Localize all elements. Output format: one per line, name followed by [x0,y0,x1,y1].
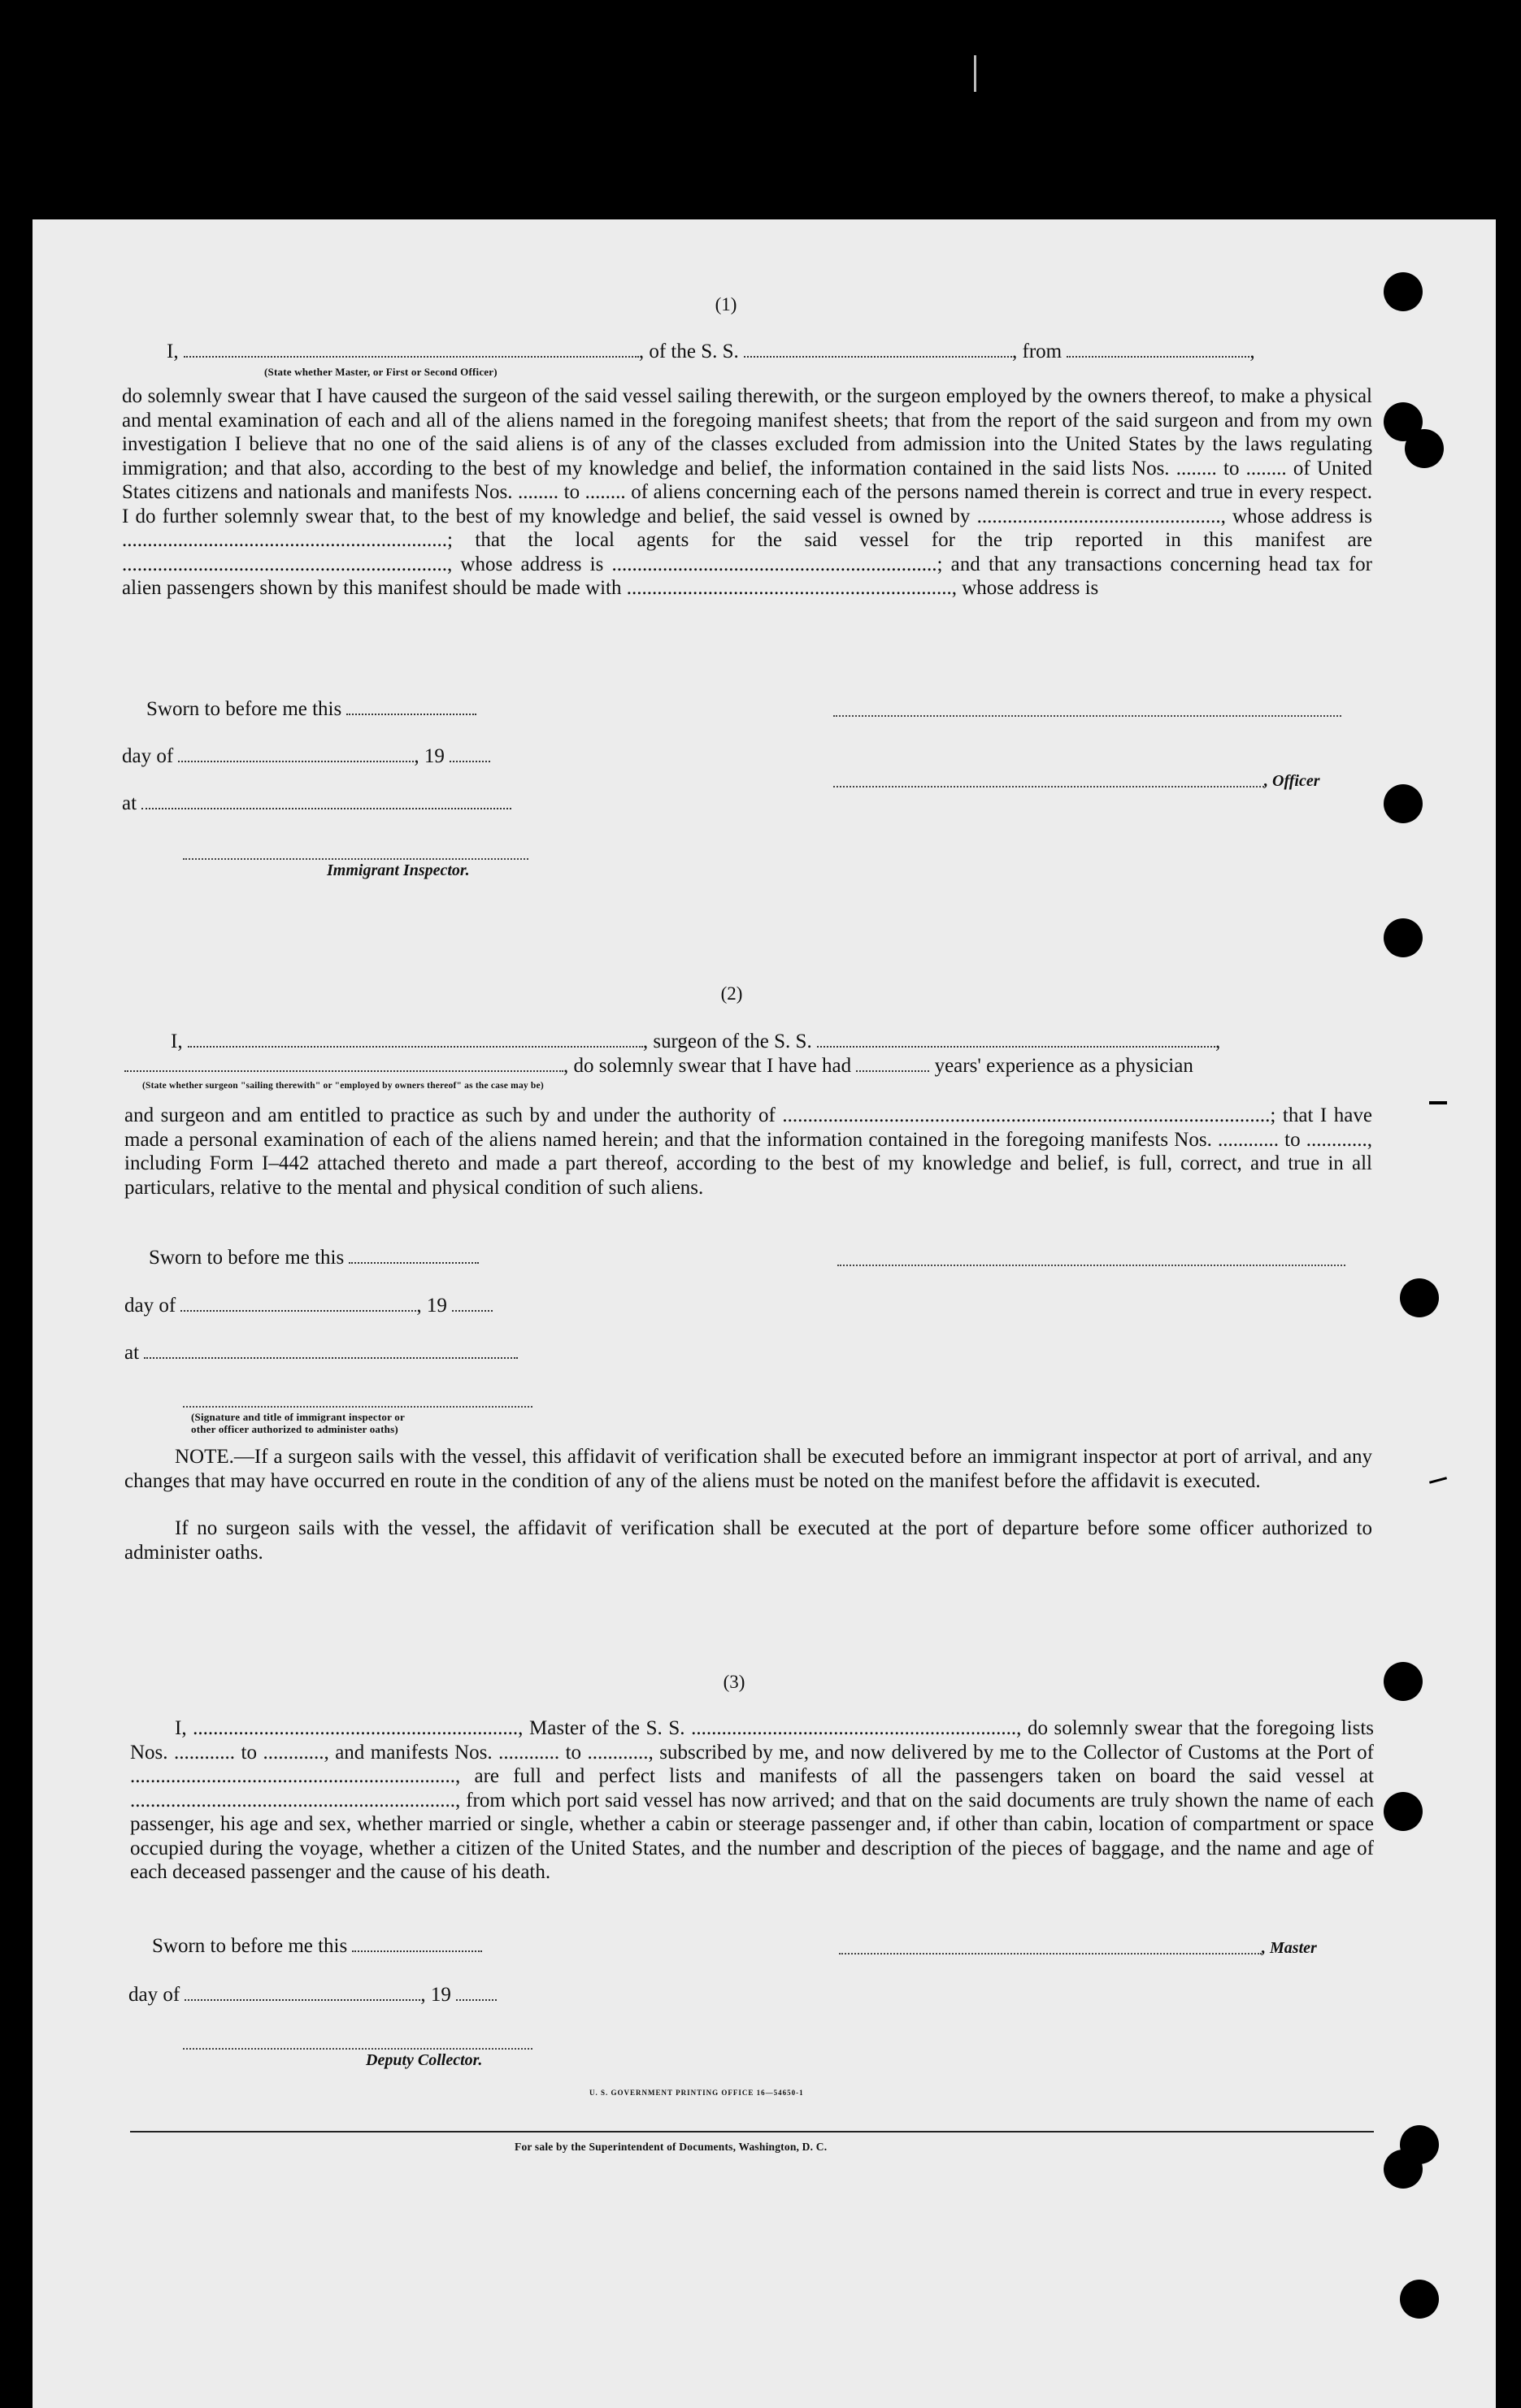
officer-name-line[interactable] [833,786,1264,787]
sworn-label: Sworn to before me this [152,1935,348,1957]
form-page [33,219,1496,2408]
section-1-day [122,744,490,768]
punch-hole [1384,1792,1423,1831]
label-i: I, [167,341,179,362]
departure-port-field[interactable] [1067,341,1249,358]
scan-mark [974,55,976,92]
punch-hole [1384,2150,1423,2189]
section-2-sworn [149,1246,479,1269]
inspector-label: Immigrant Inspector. [327,861,470,879]
label-from: , from [1012,341,1063,362]
sworn-day-field[interactable] [352,1936,482,1952]
label-comma: , [1249,341,1255,362]
punch-hole [1400,1278,1439,1317]
at-label: at [124,1342,140,1364]
officer-label: , Officer [1264,772,1320,790]
scan-mark [1429,1101,1447,1104]
sworn-label: Sworn to before me this [146,698,342,720]
label-surgeon-of: , surgeon of the S. S. [642,1030,812,1052]
master-signature-line[interactable] [839,1953,1262,1955]
officer-title-field[interactable] [184,341,639,358]
section-3-body: I, ................................................................, Master of the S. S. ................................................................, do solemnly swear that the foregoing lists Nos. ............ to ............, and manifests Nos. ............ to ............, subscribed by me, and now delivered by me to the Collector of Customs at the Port of ................................................................, are full and perfect lists and manifests of all the passengers taken on board the said vessel at ................................................................, from which port said vessel has now arrived; and that on the said documents are truly shown the name of each passenger, his age and sex, whether married or single, whether a cabin or steerage passenger and, if other than cabin, location of compartment or space occupied during the voyage, whether a citizen of the United States, and the number and description of the pieces of baggage, and the name and age of each deceased passenger and the cause of his death. [130,1717,1374,1883]
year-label: , 19 [414,745,445,767]
day-of-label: day of [124,1295,176,1317]
swear-label: , do solemnly swear that I have had [563,1055,852,1077]
section-2-day [124,1294,493,1317]
surgeon-note [124,1445,1372,1493]
label-of-ss: , of the S. S. [638,341,739,362]
sale-notice: For sale by the Superintendent of Documents, Washington, D. C. [515,2141,828,2153]
deputy-signature-line[interactable] [183,2048,532,2050]
year-field[interactable] [450,746,490,762]
year-field[interactable] [456,1985,497,2001]
day-of-label: day of [128,1984,180,2006]
place-field[interactable] [144,1343,518,1359]
section-1-line-1 [167,340,1255,363]
master-label: , Master [1262,1939,1317,1957]
surgeon-vessel-field[interactable] [817,1031,1215,1048]
years-label: years' experience as a physician [934,1055,1193,1077]
year-label: , 19 [416,1295,447,1317]
deputy-collector-label: Deputy Collector. [366,2051,483,2069]
scan-mark [1429,1477,1447,1484]
inspector-signature-line[interactable] [183,858,528,860]
punch-hole [1400,2280,1439,2319]
year-label: , 19 [420,1984,451,2006]
section-2-line-1 [171,1030,1220,1053]
label-comma: , [1215,1030,1221,1052]
officer-signature-line[interactable] [833,715,1341,717]
punch-hole [1384,1662,1423,1701]
section-1-heading: (1) [715,294,737,315]
year-field[interactable] [452,1295,493,1312]
section-3-sworn [152,1934,482,1958]
authorized-officer-signature-line[interactable] [183,1406,532,1408]
footer-rule [130,2131,1374,2132]
section-3-heading: (3) [723,1672,745,1692]
sworn-label: Sworn to before me this [149,1247,345,1269]
section-1-body: do solemnly swear that I have caused the surgeon of the said vessel sailing therewith, or the surgeon employed by the owners thereof, to make a physical and mental examination of each and all of the aliens named in the foregoing manifest sheets; that from the report of the said surgeon and from my own investigation I believe that no one of the said aliens is of any of the classes excluded from admission into the United States by the laws regulating immigration; and that also, according to the best of my knowledge and belief, the information contained in the said lists Nos. ........ to ........ of United States citizens and nationals and manifests Nos. ........ to ........ of aliens concerning each of the persons named therein is correct and true in every respect. I do further solemnly swear that, to the best of my knowledge and belief, the said vessel is owned by ................................................, whose address is ................................................................; that the local agents for the said vessel for the trip reported in this manifest are ................................................................, whose address is ................................................................; and that any transactions concerning head tax for alien passengers shown by this manifest should be made with ................................................................, whose address is [122,385,1372,599]
section-1-caption: (State whether Master, or First or Second Officer) [264,366,498,378]
day-of-label: day of [122,745,174,767]
punch-hole [1384,272,1423,311]
punch-hole [1384,918,1423,957]
surgeon-status-field[interactable] [124,1056,563,1072]
signature-caption-2: other officer authorized to administer oaths) [191,1423,398,1435]
note-label: NOTE. [175,1446,234,1468]
section-2-heading: (2) [720,983,743,1004]
section-2-body: and surgeon and am entitled to practice as such by and under the authority of ................................................................................................; that I have made a personal examination of each of the aliens named herein; and that the information contained in the foregoing manifests Nos. ............ to ............, including Form I–442 attached thereto and made a part thereof, according to the best of my knowledge and belief, is full, correct, and true in all particulars, relative to the mental and physical condition of such aliens. [124,1104,1372,1199]
sworn-day-field[interactable] [346,699,476,715]
at-label: at [122,792,137,814]
punch-hole [1384,784,1423,823]
years-field[interactable] [856,1056,929,1072]
note-text: —If a surgeon sails with the vessel, this affidavit of verification shall be executed before an immigrant inspector at port of arrival, and any changes that may have occurred en route in the condition of any of the aliens must be noted on the manifest before the affidavit is executed. [124,1446,1372,1492]
vessel-name-field[interactable] [744,341,1012,358]
surgeon-signature-line[interactable] [837,1265,1345,1266]
section-1-at [122,792,511,815]
place-field[interactable] [141,793,511,809]
no-surgeon-note: If no surgeon sails with the vessel, the affidavit of verification shall be executed at the port of departure before some officer authorized to administer oaths. [124,1517,1372,1564]
section-2-caption: (State whether surgeon "sailing therewith" or "employed by owners thereof" as the case may be) [142,1081,544,1091]
surgeon-name-field[interactable] [188,1031,643,1048]
signature-caption-1: (Signature and title of immigrant inspector or [191,1411,405,1423]
scan-mark [441,33,443,50]
section-2-at [124,1341,518,1365]
section-1-sworn [146,697,476,721]
sworn-day-field[interactable] [349,1247,479,1264]
month-field[interactable] [178,746,414,762]
label-i: I, [171,1030,183,1052]
section-3-day [128,1983,497,2007]
section-2-line-2 [124,1054,1193,1078]
gpo-imprint: U. S. GOVERNMENT PRINTING OFFICE 16—54650-1 [589,2089,804,2097]
month-field[interactable] [180,1295,416,1312]
punch-hole [1405,429,1444,468]
month-field[interactable] [185,1985,420,2001]
